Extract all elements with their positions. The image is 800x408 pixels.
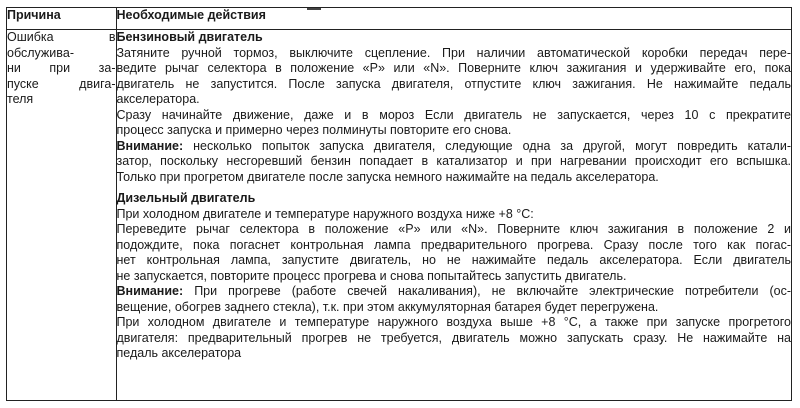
diesel-tail-line-1: При холодном двигателе и температуре наружного воздуха выше +8 °С, а также при запуске прогретого <box>116 315 791 329</box>
gasoline-warning-line-1 <box>117 139 792 155</box>
diesel-tail-line-2: двигателя: предварительный прогрев не требуется, двигатель можно запускать сразу. Не нажимайте на <box>116 330 791 345</box>
document-table-frame <box>6 7 792 401</box>
cause-line-1: Ошибка в <box>7 30 116 44</box>
diesel-warning-label: Внимание: <box>116 284 184 298</box>
gasoline-warning-line-2: затор, поскольку несгоревший бензин попадает в катализатор и при нагревании происходит его вспышка. <box>116 154 791 168</box>
gasoline-line-3: двигатель не запустится. После запуска двигателя, отпустите ключ зажигания. Не нажимайте педаль <box>116 76 791 91</box>
diesel-title: Дизельный двигатель <box>116 191 256 205</box>
troubleshooting-table <box>7 8 791 400</box>
cause-cell <box>7 30 116 401</box>
gasoline-warning-line-3: Только при прогретом двигателе после запуска немного нажимайте на педаль акселератора. <box>116 169 659 184</box>
gasoline-line-2: ведите рычаг селектора в положение «P» или «N». Поверните ключ зажигания и удерживайте его, пока <box>116 61 791 75</box>
table-row <box>7 30 791 401</box>
top-decorative-mark <box>307 8 321 10</box>
gasoline-warning-label: Внимание: <box>116 138 184 153</box>
header-actions: Необходимые действия <box>116 8 791 30</box>
diesel-line-1: При холодном двигателе и температуре наружного воздуха ниже +8 °С: <box>116 206 534 221</box>
diesel-line-3: подождите, пока погаснет контрольная лампа предварительного прогрева. Сразу после того как погас- <box>116 237 791 252</box>
diesel-warning-line-1 <box>117 284 792 300</box>
diesel-tail-line-3: педаль акселератора <box>116 346 242 360</box>
gasoline-title: Бензиновый двигатель <box>116 30 263 44</box>
diesel-line-2: Переведите рычаг селектора в положение «P» или «N». Поверните ключ зажигания в положение 2 и <box>116 222 791 236</box>
gasoline-line-6: процесс запуска и примерно через полминуты повторите его снова. <box>116 123 512 137</box>
gasoline-line-5: Сразу начинайте движение, даже и в мороз Если двигатель не запускается, через 10 с прекратите <box>116 107 791 122</box>
actions-cell <box>116 30 791 401</box>
diesel-warning-line-2: вещение, обогрев заднего стекла), т.к. при этом аккумуляторная батарея будет перегружена. <box>116 299 659 314</box>
cause-line-2: обслуживa- <box>7 45 75 60</box>
header-cause: Причина <box>7 8 116 30</box>
diesel-warning-text-1: При прогреве (работе свечей накаливания), не включайте электрические потребители (ос- <box>183 284 791 298</box>
cause-line-3: ни при за- <box>7 61 116 75</box>
diesel-line-4: нет контрольная лампа, запустите двигатель, но не нажимайте педаль акселератора. Если двигатель <box>116 253 791 267</box>
cause-line-5: теля <box>7 92 34 106</box>
gasoline-warning-text-1: несколько попыток запуска двигателя, следующие одна за другой, могут повредить катали- <box>183 138 791 153</box>
gasoline-line-1: Затяните ручной тормоз, выключите сцепление. При наличии автоматической коробки передач пере- <box>116 45 791 60</box>
gasoline-line-4: акселератора. <box>116 92 200 106</box>
diesel-line-5: не запускается, повторите процесс прогрева и снова попытайтесь запустить двигатель. <box>116 268 627 283</box>
cause-line-4: пуске двига- <box>7 76 116 91</box>
table-header-row <box>7 8 791 30</box>
